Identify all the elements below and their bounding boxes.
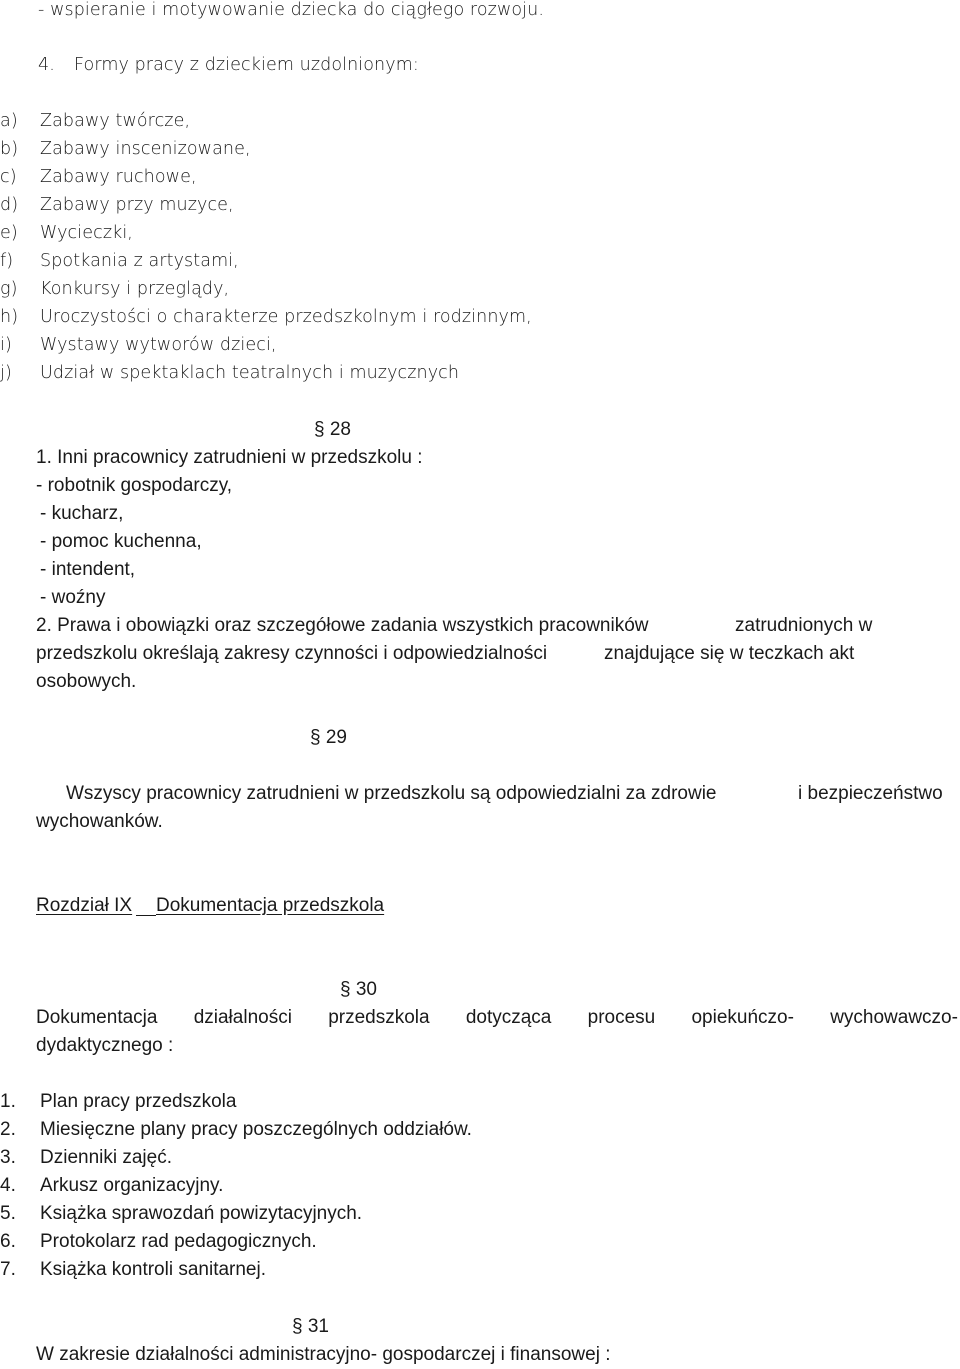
chapter-underline-gap [136, 892, 156, 916]
item-4-text: Formy pracy z dzieckiem uzdolnionym: [74, 55, 419, 75]
duties-line-2a: przedszkolu określają zakresy czynności i odpowiedzialności [36, 643, 548, 664]
staff-intro: 1. Inni pracownicy zatrudnieni w przedszkolu : [36, 447, 423, 468]
duties-line-1b: zatrudnionych w [735, 615, 873, 636]
list-item: - kucharz, [40, 503, 124, 524]
word: opiekuńczo- [691, 1007, 794, 1028]
documentation-intro-line-1 [36, 1004, 958, 1032]
word: działalności [193, 1007, 292, 1028]
continuation-line: - wspieranie i motywowanie dziecka do ciągłego rozwoju. [38, 0, 544, 20]
word: dotycząca [465, 1007, 552, 1028]
item-4-number: 4. [38, 55, 55, 75]
responsibility-line-2: wychowanków. [36, 811, 163, 832]
word: przedszkola [328, 1007, 430, 1028]
section-heading-28: § 28 [314, 419, 351, 440]
chapter-number: Rozdział IX [36, 895, 133, 916]
list-item: - pomoc kuchenna, [40, 531, 202, 552]
section-heading-30: § 30 [340, 979, 377, 1000]
administration-intro: W zakresie działalności administracyjno- gospodarczej i finansowej : [36, 1344, 611, 1365]
word: procesu [587, 1007, 656, 1028]
list-item: - intendent, [40, 559, 136, 580]
word: Dokumentacja [36, 1007, 158, 1028]
list-item: - woźny [40, 587, 106, 608]
chapter-title: Dokumentacja przedszkola [156, 895, 385, 916]
section-heading-31: § 31 [292, 1316, 329, 1337]
list-item: - robotnik gospodarczy, [36, 475, 233, 496]
duties-line-2b: znajdujące się w teczkach akt [604, 643, 855, 664]
word: wychowawczo- [830, 1007, 958, 1028]
responsibility-line-1a: Wszyscy pracownicy zatrudnieni w przedszkolu są odpowiedzialni za zdrowie [66, 783, 717, 804]
section-heading-29: § 29 [310, 727, 347, 748]
duties-line-1a: 2. Prawa i obowiązki oraz szczegółowe zadania wszystkich pracowników [36, 615, 649, 636]
documentation-intro-line-2: dydaktycznego : [36, 1035, 174, 1056]
duties-line-3: osobowych. [36, 671, 137, 692]
responsibility-line-1b: i bezpieczeństwo [798, 783, 943, 804]
